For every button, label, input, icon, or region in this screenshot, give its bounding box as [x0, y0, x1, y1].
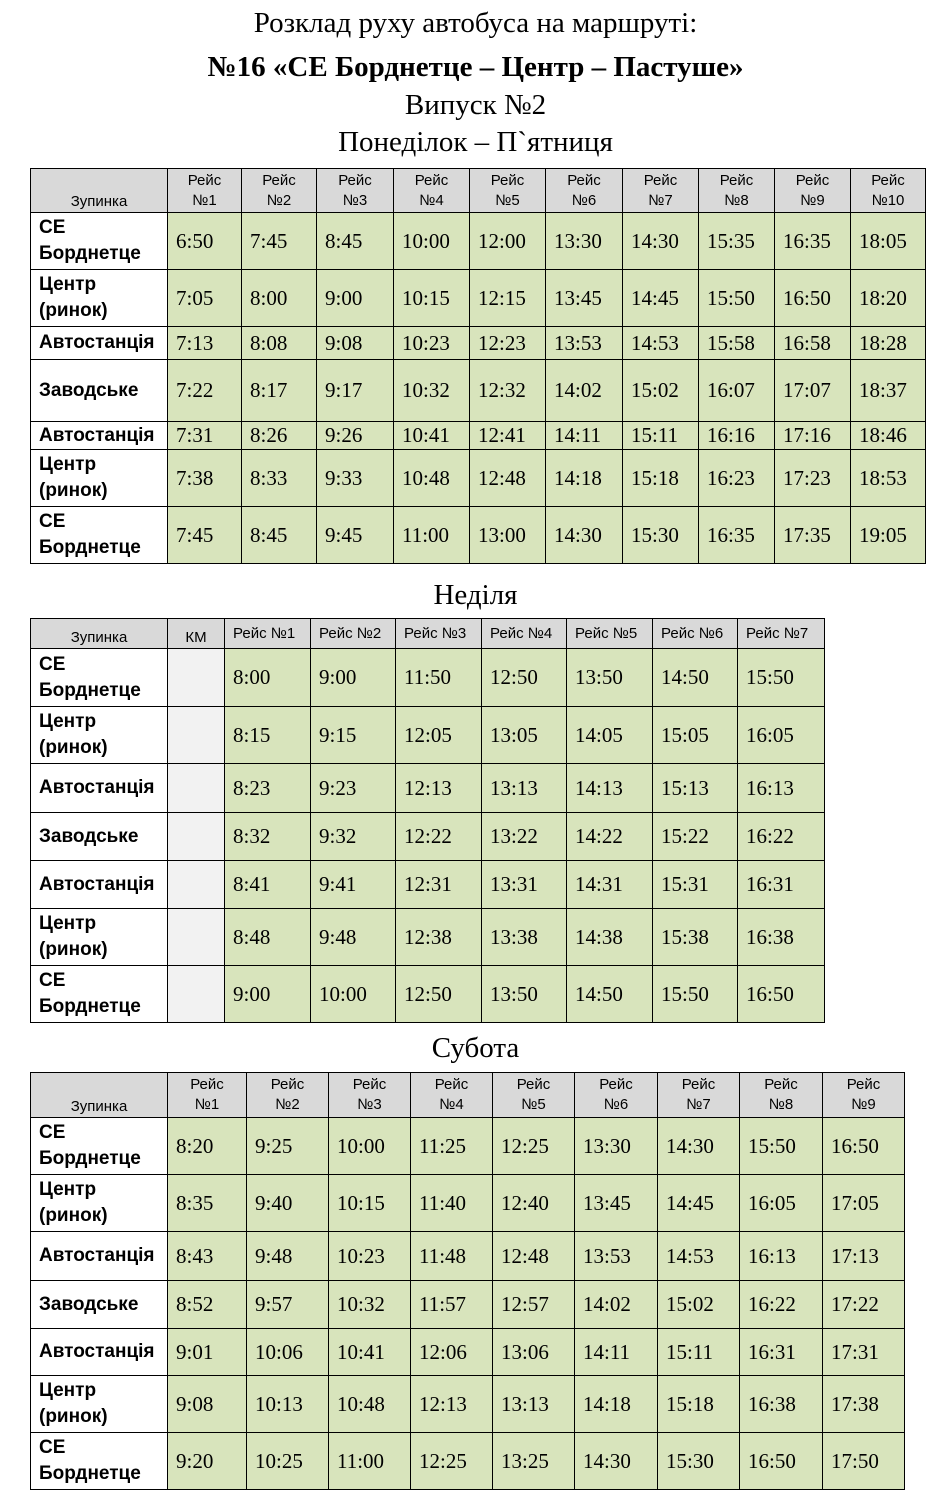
- departure-time: 16:50: [775, 270, 851, 327]
- departure-time: 13:22: [482, 813, 567, 861]
- departure-time: 18:20: [851, 270, 926, 327]
- stop-name: СЕ Борднетце: [31, 1118, 168, 1175]
- trip-header: Рейс №7: [623, 169, 699, 213]
- departure-time: 14:30: [623, 213, 699, 270]
- trip-header: Рейс №9: [775, 169, 851, 213]
- trip-header: Рейс №10: [851, 169, 926, 213]
- departure-time: 8:41: [225, 861, 311, 909]
- departure-time: 12:25: [493, 1118, 575, 1175]
- table-row: [31, 966, 825, 1023]
- departure-time: 10:00: [311, 966, 396, 1023]
- departure-time: 14:11: [575, 1329, 658, 1376]
- stop-name: Автостанція: [31, 861, 168, 909]
- saturday-section-title: Субота: [431, 1032, 520, 1064]
- departure-time: 13:06: [493, 1329, 575, 1376]
- departure-time: 12:15: [470, 270, 546, 327]
- stop-column-header: Зупинка: [31, 619, 168, 649]
- departure-time: 14:50: [567, 966, 653, 1023]
- stop-name: СЕ Борднетце: [31, 966, 168, 1023]
- departure-time: 15:02: [658, 1281, 740, 1329]
- table-row: [31, 1376, 905, 1433]
- stop-name: Автостанція: [31, 422, 168, 450]
- departure-time: 9:26: [317, 422, 394, 450]
- departure-time: 13:13: [493, 1376, 575, 1433]
- departure-time: 12:13: [411, 1376, 493, 1433]
- departure-time: 16:31: [740, 1329, 823, 1376]
- departure-time: 14:18: [575, 1376, 658, 1433]
- table-header-row: [31, 1073, 905, 1118]
- departure-time: 16:05: [738, 707, 825, 764]
- departure-time: 15:18: [658, 1376, 740, 1433]
- departure-time: 14:11: [546, 422, 623, 450]
- departure-time: 8:17: [242, 360, 317, 422]
- departure-time: 18:05: [851, 213, 926, 270]
- departure-time: 15:30: [658, 1433, 740, 1490]
- departure-time: 15:05: [653, 707, 738, 764]
- departure-time: 8:15: [225, 707, 311, 764]
- departure-time: 8:52: [168, 1281, 247, 1329]
- stop-name: Заводське: [31, 1281, 168, 1329]
- trip-header: Рейс №4: [394, 169, 470, 213]
- departure-time: 10:23: [394, 327, 470, 360]
- table-row: [31, 213, 926, 270]
- km-cell: [168, 909, 225, 966]
- departure-time: 14:05: [567, 707, 653, 764]
- table-row: [31, 1281, 905, 1329]
- table-row: [31, 270, 926, 327]
- departure-time: 16:58: [775, 327, 851, 360]
- table-row: [31, 707, 825, 764]
- departure-time: 14:53: [658, 1232, 740, 1281]
- trip-header: Рейс №6: [575, 1073, 658, 1118]
- trip-header: Рейс №7: [658, 1073, 740, 1118]
- departure-time: 10:06: [247, 1329, 329, 1376]
- stop-name: Центр (ринок): [31, 707, 168, 764]
- departure-time: 17:38: [823, 1376, 905, 1433]
- departure-time: 15:02: [623, 360, 699, 422]
- table-row: [31, 1329, 905, 1376]
- trip-header: Рейс №9: [823, 1073, 905, 1118]
- departure-time: 16:16: [699, 422, 775, 450]
- trip-header: Рейс №7: [738, 619, 825, 649]
- departure-time: 8:45: [317, 213, 394, 270]
- departure-time: 8:35: [168, 1175, 247, 1232]
- departure-time: 8:33: [242, 450, 317, 507]
- departure-time: 13:53: [546, 327, 623, 360]
- departure-time: 9:45: [317, 507, 394, 564]
- trip-header: Рейс №1: [168, 169, 242, 213]
- departure-time: 12:40: [493, 1175, 575, 1232]
- table-row: [31, 360, 926, 422]
- stop-name: Автостанція: [31, 1232, 168, 1281]
- km-cell: [168, 649, 225, 707]
- departure-time: 12:50: [396, 966, 482, 1023]
- departure-time: 14:38: [567, 909, 653, 966]
- departure-time: 7:05: [168, 270, 242, 327]
- trip-header: Рейс №5: [567, 619, 653, 649]
- departure-time: 15:18: [623, 450, 699, 507]
- departure-time: 9:20: [168, 1433, 247, 1490]
- stop-name: Заводське: [31, 813, 168, 861]
- departure-time: 15:50: [738, 649, 825, 707]
- km-cell: [168, 861, 225, 909]
- departure-time: 14:45: [658, 1175, 740, 1232]
- departure-time: 14:31: [567, 861, 653, 909]
- departure-time: 16:50: [738, 966, 825, 1023]
- departure-time: 7:38: [168, 450, 242, 507]
- trip-header: Рейс №8: [699, 169, 775, 213]
- departure-time: 14:50: [653, 649, 738, 707]
- departure-time: 8:00: [225, 649, 311, 707]
- trip-header: Рейс №6: [653, 619, 738, 649]
- departure-time: 9:00: [311, 649, 396, 707]
- departure-time: 14:30: [575, 1433, 658, 1490]
- departure-time: 8:32: [225, 813, 311, 861]
- departure-time: 12:31: [396, 861, 482, 909]
- departure-time: 15:35: [699, 213, 775, 270]
- weekday-section-title: Понеділок – П`ятниця: [338, 126, 613, 158]
- departure-time: 7:22: [168, 360, 242, 422]
- departure-time: 18:28: [851, 327, 926, 360]
- departure-time: 16:31: [738, 861, 825, 909]
- departure-time: 15:11: [658, 1329, 740, 1376]
- table-row: [31, 422, 926, 450]
- saturday-timetable: [30, 1072, 905, 1490]
- departure-time: 13:45: [575, 1175, 658, 1232]
- stop-name: Автостанція: [31, 764, 168, 813]
- departure-time: 14:45: [623, 270, 699, 327]
- departure-time: 11:57: [411, 1281, 493, 1329]
- trip-header: Рейс №3: [329, 1073, 411, 1118]
- departure-time: 16:38: [738, 909, 825, 966]
- table-row: [31, 649, 825, 707]
- departure-time: 17:22: [823, 1281, 905, 1329]
- departure-time: 13:25: [493, 1433, 575, 1490]
- trip-header: Рейс №4: [482, 619, 567, 649]
- departure-time: 17:05: [823, 1175, 905, 1232]
- departure-time: 17:35: [775, 507, 851, 564]
- table-row: [31, 909, 825, 966]
- departure-time: 14:18: [546, 450, 623, 507]
- departure-time: 8:23: [225, 764, 311, 813]
- departure-time: 18:37: [851, 360, 926, 422]
- weekday-timetable: [30, 168, 926, 564]
- stop-name: СЕ Борднетце: [31, 507, 168, 564]
- table-row: [31, 764, 825, 813]
- trip-header: Рейс №6: [546, 169, 623, 213]
- schedule-heading: Розклад руху автобуса на маршруті:: [253, 7, 698, 39]
- departure-time: 15:58: [699, 327, 775, 360]
- departure-time: 12:48: [470, 450, 546, 507]
- departure-time: 12:38: [396, 909, 482, 966]
- departure-time: 10:23: [329, 1232, 411, 1281]
- departure-time: 9:25: [247, 1118, 329, 1175]
- departure-time: 12:23: [470, 327, 546, 360]
- stop-name: Центр (ринок): [31, 450, 168, 507]
- table-header-row: [31, 619, 825, 649]
- departure-time: 13:50: [482, 966, 567, 1023]
- stop-name: СЕ Борднетце: [31, 213, 168, 270]
- departure-time: 18:46: [851, 422, 926, 450]
- departure-time: 14:30: [546, 507, 623, 564]
- stop-column-header: Зупинка: [31, 169, 168, 213]
- departure-time: 12:05: [396, 707, 482, 764]
- departure-time: 10:00: [394, 213, 470, 270]
- departure-time: 8:26: [242, 422, 317, 450]
- stop-name: Центр (ринок): [31, 1175, 168, 1232]
- departure-time: 13:31: [482, 861, 567, 909]
- departure-time: 9:32: [311, 813, 396, 861]
- stop-name: Автостанція: [31, 327, 168, 360]
- departure-time: 12:22: [396, 813, 482, 861]
- table-row: [31, 327, 926, 360]
- departure-time: 16:50: [740, 1433, 823, 1490]
- departure-time: 16:50: [823, 1118, 905, 1175]
- departure-time: 15:31: [653, 861, 738, 909]
- departure-time: 15:50: [740, 1118, 823, 1175]
- departure-time: 17:13: [823, 1232, 905, 1281]
- table-row: [31, 1175, 905, 1232]
- departure-time: 12:50: [482, 649, 567, 707]
- departure-time: 11:40: [411, 1175, 493, 1232]
- km-cell: [168, 813, 225, 861]
- stop-name: Центр (ринок): [31, 270, 168, 327]
- departure-time: 10:32: [394, 360, 470, 422]
- departure-time: 16:13: [740, 1232, 823, 1281]
- departure-time: 9:48: [247, 1232, 329, 1281]
- departure-time: 16:05: [740, 1175, 823, 1232]
- departure-time: 14:02: [546, 360, 623, 422]
- departure-time: 10:00: [329, 1118, 411, 1175]
- departure-time: 12:06: [411, 1329, 493, 1376]
- departure-time: 14:02: [575, 1281, 658, 1329]
- departure-time: 16:07: [699, 360, 775, 422]
- trip-header: Рейс №1: [225, 619, 311, 649]
- departure-time: 9:15: [311, 707, 396, 764]
- table-row: [31, 450, 926, 507]
- trip-header: Рейс №2: [242, 169, 317, 213]
- departure-time: 15:38: [653, 909, 738, 966]
- departure-time: 17:07: [775, 360, 851, 422]
- departure-time: 10:48: [329, 1376, 411, 1433]
- departure-time: 7:13: [168, 327, 242, 360]
- departure-time: 9:01: [168, 1329, 247, 1376]
- departure-time: 14:22: [567, 813, 653, 861]
- stop-name: Заводське: [31, 360, 168, 422]
- departure-time: 10:13: [247, 1376, 329, 1433]
- departure-time: 17:23: [775, 450, 851, 507]
- km-cell: [168, 707, 225, 764]
- departure-time: 9:48: [311, 909, 396, 966]
- departure-time: 16:35: [699, 507, 775, 564]
- departure-time: 19:05: [851, 507, 926, 564]
- departure-time: 8:20: [168, 1118, 247, 1175]
- trip-header: Рейс №5: [493, 1073, 575, 1118]
- departure-time: 9:33: [317, 450, 394, 507]
- departure-time: 14:30: [658, 1118, 740, 1175]
- departure-time: 13:30: [575, 1118, 658, 1175]
- departure-time: 13:13: [482, 764, 567, 813]
- table-row: [31, 1433, 905, 1490]
- departure-time: 17:16: [775, 422, 851, 450]
- departure-time: 8:00: [242, 270, 317, 327]
- table-row: [31, 861, 825, 909]
- departure-time: 12:32: [470, 360, 546, 422]
- departure-time: 9:00: [317, 270, 394, 327]
- sunday-section-title: Неділя: [433, 579, 518, 611]
- table-header-row: [31, 169, 926, 213]
- departure-time: 7:45: [168, 507, 242, 564]
- departure-time: 10:41: [394, 422, 470, 450]
- departure-time: 9:08: [317, 327, 394, 360]
- trip-header: Рейс №8: [740, 1073, 823, 1118]
- departure-time: 17:50: [823, 1433, 905, 1490]
- departure-time: 9:57: [247, 1281, 329, 1329]
- departure-time: 6:50: [168, 213, 242, 270]
- departure-time: 15:13: [653, 764, 738, 813]
- departure-time: 15:50: [653, 966, 738, 1023]
- departure-time: 12:25: [411, 1433, 493, 1490]
- departure-time: 13:53: [575, 1232, 658, 1281]
- departure-time: 10:41: [329, 1329, 411, 1376]
- departure-time: 11:50: [396, 649, 482, 707]
- departure-time: 14:53: [623, 327, 699, 360]
- trip-header: Рейс №3: [317, 169, 394, 213]
- stop-name: Автостанція: [31, 1329, 168, 1376]
- departure-time: 13:00: [470, 507, 546, 564]
- departure-time: 9:23: [311, 764, 396, 813]
- table-row: [31, 813, 825, 861]
- stop-name: СЕ Борднетце: [31, 649, 168, 707]
- departure-time: 15:22: [653, 813, 738, 861]
- departure-time: 10:25: [247, 1433, 329, 1490]
- departure-time: 11:00: [394, 507, 470, 564]
- departure-time: 17:31: [823, 1329, 905, 1376]
- km-cell: [168, 966, 225, 1023]
- departure-time: 16:38: [740, 1376, 823, 1433]
- departure-time: 13:45: [546, 270, 623, 327]
- release-number: Випуск №2: [404, 89, 547, 121]
- km-cell: [168, 764, 225, 813]
- departure-time: 9:17: [317, 360, 394, 422]
- departure-time: 13:50: [567, 649, 653, 707]
- departure-time: 13:30: [546, 213, 623, 270]
- departure-time: 16:13: [738, 764, 825, 813]
- stop-column-header: Зупинка: [31, 1073, 168, 1118]
- sunday-timetable: [30, 618, 825, 1023]
- departure-time: 16:23: [699, 450, 775, 507]
- table-row: [31, 1118, 905, 1175]
- route-title: №16 «СЕ Борднетце – Центр – Пастуше»: [207, 51, 744, 83]
- trip-header: Рейс №3: [396, 619, 482, 649]
- stop-name: Центр (ринок): [31, 1376, 168, 1433]
- departure-time: 18:53: [851, 450, 926, 507]
- departure-time: 10:15: [329, 1175, 411, 1232]
- departure-time: 13:38: [482, 909, 567, 966]
- departure-time: 7:45: [242, 213, 317, 270]
- km-column-header: КМ: [168, 619, 225, 649]
- departure-time: 11:25: [411, 1118, 493, 1175]
- trip-header: Рейс №2: [247, 1073, 329, 1118]
- departure-time: 10:15: [394, 270, 470, 327]
- table-row: [31, 1232, 905, 1281]
- departure-time: 9:08: [168, 1376, 247, 1433]
- trip-header: Рейс №1: [168, 1073, 247, 1118]
- departure-time: 12:41: [470, 422, 546, 450]
- departure-time: 15:30: [623, 507, 699, 564]
- departure-time: 15:11: [623, 422, 699, 450]
- departure-time: 14:13: [567, 764, 653, 813]
- departure-time: 12:00: [470, 213, 546, 270]
- departure-time: 10:32: [329, 1281, 411, 1329]
- departure-time: 8:45: [242, 507, 317, 564]
- departure-time: 13:05: [482, 707, 567, 764]
- stop-name: СЕ Борднетце: [31, 1433, 168, 1490]
- departure-time: 12:48: [493, 1232, 575, 1281]
- departure-time: 16:22: [740, 1281, 823, 1329]
- departure-time: 11:00: [329, 1433, 411, 1490]
- departure-time: 12:13: [396, 764, 482, 813]
- trip-header: Рейс №5: [470, 169, 546, 213]
- departure-time: 11:48: [411, 1232, 493, 1281]
- departure-time: 8:43: [168, 1232, 247, 1281]
- departure-time: 12:57: [493, 1281, 575, 1329]
- departure-time: 15:50: [699, 270, 775, 327]
- stop-name: Центр (ринок): [31, 909, 168, 966]
- departure-time: 9:41: [311, 861, 396, 909]
- departure-time: 10:48: [394, 450, 470, 507]
- departure-time: 9:40: [247, 1175, 329, 1232]
- departure-time: 8:08: [242, 327, 317, 360]
- departure-time: 9:00: [225, 966, 311, 1023]
- departure-time: 8:48: [225, 909, 311, 966]
- trip-header: Рейс №2: [311, 619, 396, 649]
- departure-time: 7:31: [168, 422, 242, 450]
- table-row: [31, 507, 926, 564]
- trip-header: Рейс №4: [411, 1073, 493, 1118]
- departure-time: 16:22: [738, 813, 825, 861]
- departure-time: 16:35: [775, 213, 851, 270]
